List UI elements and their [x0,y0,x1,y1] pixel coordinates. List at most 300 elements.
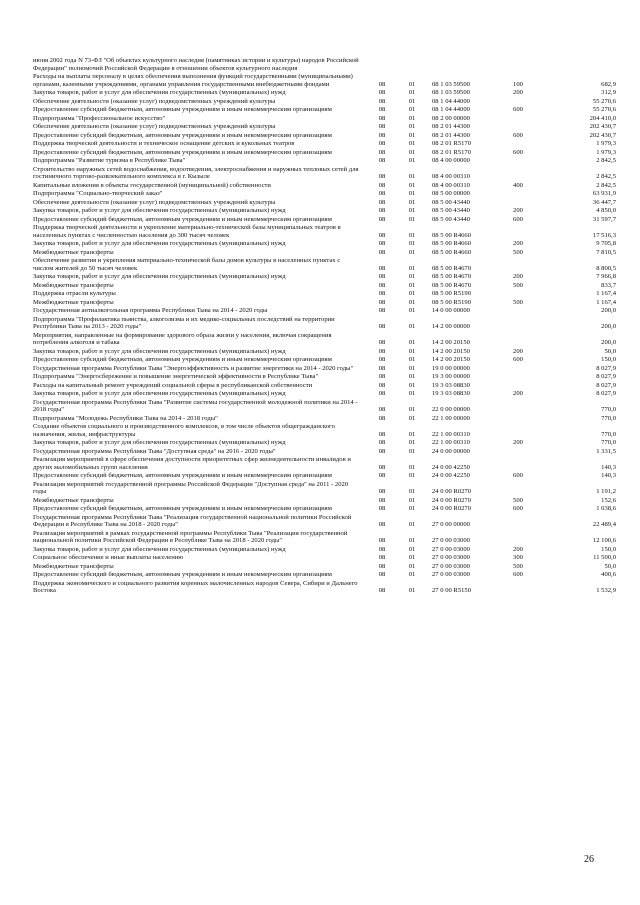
row-name: Предоставление субсидий бюджетным, автономным учреждениям и иным некоммерческим организациям [33,356,332,363]
table-row [33,106,618,115]
row-section-code: 08 [378,198,386,206]
row-amount: 7 966,8 [596,273,616,280]
table-row [33,456,618,472]
row-expense-type: 200 [513,240,523,247]
row-amount: 1 167,4 [596,290,616,297]
row-subsection-code: 01 [408,430,416,438]
table-row [33,514,618,530]
row-name: Государственная программа Республики Тыва "Реализация государственной национальной политики Российской Федерации в Республике Тыва на 2018 - 2020 годы" [33,513,352,528]
row-subsection-code: 01 [408,248,416,256]
row-expense-type [500,399,536,415]
row-target-article: 08 4 00 00000 [432,157,470,164]
table-row [33,415,618,424]
row-amount: 1 979,3 [596,140,616,147]
row-section-code: 08 [378,554,386,561]
row-target-article: 14 2 00 20150 [432,356,470,363]
row-subsection-code: 01 [408,215,416,223]
row-section-code: 08 [378,545,386,553]
row-target-article: 24 0 00 R0270 [432,496,472,504]
row-amount: 17 516,3 [592,231,616,239]
table-row [33,149,618,158]
row-subsection-code: 01 [408,339,416,346]
row-name: Обеспечение деятельности (оказание услуг) подведомственных учреждений культуры [33,97,276,105]
row-name: Реализация мероприятий государственной программы Российской Федерации "Доступная среда" на 2011 - 2020 годы [33,480,349,495]
row-name: Межбюджетные трансферты [33,248,114,256]
row-subsection-code: 01 [408,298,416,306]
row-subsection-code: 01 [408,131,416,139]
row-section-code: 08 [378,131,386,139]
table-row [33,332,618,348]
table-row [33,472,618,481]
row-section-code: 08 [378,281,386,289]
row-amount: 12 100,6 [592,537,616,544]
row-subsection-code: 01 [408,537,416,544]
table-row [33,580,618,596]
table-row [33,554,618,563]
row-subsection-code: 01 [408,106,416,113]
row-subsection-code: 01 [408,140,416,147]
row-subsection-code: 01 [408,114,416,122]
row-expense-type: 500 [513,298,523,306]
row-expense-type [500,365,536,374]
row-expense-type: 100 [513,80,523,88]
row-subsection-code [396,57,428,73]
row-target-article: 19 3 03 08830 [432,390,470,397]
row-amount: 150,0 [601,356,616,363]
row-amount: 1 532,9 [596,587,616,594]
page-number: 26 [584,854,594,865]
row-amount: 770,0 [601,414,616,422]
row-subsection-code: 01 [408,307,416,314]
row-name: Предоставление субсидий бюджетным, автономным учреждениям и иным некоммерческим организациям [33,106,332,113]
row-section-code: 08 [378,307,386,314]
table-row [33,390,618,399]
row-expense-type [500,423,536,439]
row-target-article: 08 5 00 R4660 [432,240,472,247]
row-subsection-code: 01 [408,447,416,455]
row-expense-type [500,481,536,497]
row-amount: 1 979,3 [596,148,616,156]
row-expense-type [500,373,536,382]
row-section-code: 08 [378,587,386,594]
row-expense-type: 200 [513,273,523,280]
row-target-article: 08 2 01 44300 [432,123,470,130]
row-subsection-code: 01 [408,240,416,247]
row-target-article: 24 0 00 42250 [432,472,470,479]
table-row [33,365,618,374]
row-section-code: 08 [378,537,386,544]
table-row [33,497,618,506]
row-name: Поддержка отрасли культуры [33,290,116,297]
row-expense-type [500,448,536,457]
row-name: Государственная антиалкогольная программа Республики Тыва на 2014 - 2020 годы [33,307,268,314]
row-amount: 63 931,9 [592,190,616,197]
row-subsection-code: 01 [408,264,416,272]
row-subsection-code: 01 [408,406,416,413]
table-row [33,290,618,299]
table-row [33,89,618,98]
row-section-code: 08 [378,231,386,239]
row-target-article: 08 5 00 R5190 [432,298,472,306]
row-subsection-code: 01 [408,439,416,446]
row-subsection-code: 01 [408,89,416,96]
row-target-article: 14 2 00 00000 [432,323,470,330]
row-subsection-code: 01 [408,356,416,363]
table-row [33,207,618,216]
row-target-article: 08 1 03 59500 [432,89,470,96]
row-target-article: 27 0 00 03000 [432,562,470,570]
row-subsection-code: 01 [408,190,416,197]
row-target-article: 08 5 00 R5190 [432,290,472,297]
row-target-article: 27 0 00 03000 [432,554,470,561]
table-row [33,98,618,107]
row-amount: 11 500,0 [593,554,616,561]
row-amount: 8 027,9 [596,364,616,372]
row-section-code: 08 [378,463,386,471]
row-name: Обеспечение развития и укрепления материально-технической базы домов культуры в населенных пунктах с числом жителей до 50 тысяч человек [33,257,341,272]
row-section-code: 08 [378,472,386,479]
row-subsection-code: 01 [408,123,416,130]
row-subsection-code: 01 [408,281,416,289]
row-name: Социальное обеспечение и иные выплаты населению [33,554,184,561]
row-section-code: 08 [378,140,386,147]
row-amount: 8 027,9 [596,381,616,389]
table-row [33,563,618,572]
row-amount: 2 842,5 [596,157,616,164]
table-row [33,448,618,457]
row-amount: 200,0 [601,307,616,314]
budget-table [33,57,618,596]
row-subsection-code: 01 [408,554,416,561]
row-name: Поддержка творческой деятельности и укрепление материально-технической базы муниципальных театров в населенных пунктах с численностью населения до 300 тысяч человек [33,224,341,239]
row-amount: 9 705,8 [596,240,616,247]
row-target-article: 27 0 00 03000 [432,545,470,553]
table-row [33,216,618,225]
row-target-article: 08 5 00 43440 [432,198,470,206]
table-row [33,348,618,357]
row-amount: 770,0 [601,430,616,438]
row-target-article: 27 0 00 03000 [432,537,470,544]
row-target-article: 08 5 00 00000 [432,190,470,197]
row-amount: 1 191,2 [596,488,616,495]
row-target-article: 19 3 03 08830 [432,381,470,389]
row-section-code: 08 [378,106,386,113]
row-expense-type: 600 [513,215,523,223]
row-name: Подпрограмма "Развитие туризма в Республике Тыва" [33,157,186,164]
row-expense-type [500,530,536,546]
row-expense-type: 200 [513,347,523,355]
row-subsection-code: 01 [408,472,416,479]
row-target-article: 08 1 04 44000 [432,97,470,105]
row-name: Предоставление субсидий бюджетным, автономным учреждениям и иным некоммерческим организациям [33,131,332,139]
row-target-article: 08 1 03 59500 [432,80,470,88]
row-section-code: 08 [378,406,386,413]
row-target-article: 27 0 00 R5150 [432,587,472,594]
table-row [33,530,618,546]
row-name: Предоставление субсидий бюджетным, автономным учреждениям и иным некоммерческим организациям [33,505,332,512]
row-amount: 50,0 [604,347,616,355]
table-row [33,257,618,273]
row-amount: 312,9 [601,89,616,96]
row-name: Обеспечение деятельности (оказание услуг) подведомственных учреждений культуры [33,123,276,130]
row-name: Закупка товаров, работ и услуг для обеспечения государственных (муниципальных) нужд [33,439,286,446]
table-row [33,373,618,382]
row-expense-type: 200 [513,390,523,397]
row-subsection-code: 01 [408,521,416,528]
row-amount: 202 430,7 [589,131,616,139]
table-row [33,382,618,391]
row-expense-type [500,290,536,299]
row-name: Поддержка экономического и социального развития коренных малочисленных народов Севера, Сибири и Дальнего Востока [33,579,358,594]
row-amount: 200,0 [601,339,616,346]
table-row [33,199,618,208]
row-target-article: 08 4 00 00310 [432,173,470,180]
row-subsection-code: 01 [408,173,416,180]
row-target-article: 08 2 00 00000 [432,114,470,122]
table-row [33,115,618,124]
row-target-article: 22 0 00 00000 [432,406,470,413]
row-amount: 202 430,7 [589,123,616,130]
row-section-code: 08 [378,505,386,512]
row-target-article: 22 1 00 00310 [432,430,470,438]
row-section-code: 08 [378,273,386,280]
row-section-code: 08 [378,488,386,495]
row-subsection-code: 01 [408,562,416,570]
row-amount: 2 842,5 [596,181,616,189]
row-section-code: 08 [378,97,386,105]
row-target-article: 19 0 00 00000 [432,364,470,372]
row-expense-type [500,140,536,149]
row-expense-type: 200 [513,207,523,214]
row-subsection-code: 01 [408,505,416,512]
row-name: Предоставление субсидий бюджетным, автономным учреждениям и иным некоммерческим организациям [33,472,332,479]
row-section-code: 08 [378,290,386,297]
row-expense-type: 600 [513,131,523,139]
row-section-code: 08 [378,264,386,272]
row-section-code: 08 [378,571,386,578]
row-name: Закупка товаров, работ и услуг для обеспечения государственных (муниципальных) нужд [33,240,286,247]
row-target-article: 08 1 04 44000 [432,106,470,113]
row-name: Подпрограмма "Социально-творческий заказ" [33,190,163,197]
row-name: Создание объектов социального и производственного комплексов, в том числе объектов общегражданского назначения, жилья, инфраструктуры [33,423,335,438]
row-section-code: 08 [378,190,386,197]
row-name: Поддержка творческой деятельности и техническое оснащение детских и кукольных театров [33,140,295,147]
row-target-article: 14 0 00 00000 [432,307,470,314]
row-expense-type: 200 [513,545,523,553]
row-section-code: 08 [378,496,386,504]
row-name: Предоставление субсидий бюджетным, автономным учреждениям и иным некоммерческим организациям [33,571,332,578]
row-subsection-code: 01 [408,157,416,164]
row-section-code: 08 [378,373,386,380]
row-section-code: 08 [378,157,386,164]
row-subsection-code: 01 [408,488,416,495]
row-expense-type [500,98,536,107]
row-section-code: 08 [378,123,386,130]
row-section-code: 08 [378,80,386,88]
table-row [33,182,618,191]
row-subsection-code: 01 [408,364,416,372]
row-subsection-code: 01 [408,587,416,594]
table-row [33,571,618,580]
table-row [33,439,618,448]
row-target-article: 22 1 00 00000 [432,414,470,422]
row-expense-type [500,115,536,124]
table-row [33,481,618,497]
row-amount: 204 410,0 [589,114,616,122]
table-row [33,546,618,555]
row-target-article: 24 0 00 42250 [432,463,470,471]
row-target-article: 22 1 00 00310 [432,439,470,446]
row-expense-type [500,307,536,316]
row-target-article: 27 0 00 00000 [432,521,470,528]
row-amount: 8 027,9 [596,373,616,380]
row-section-code: 08 [378,356,386,363]
row-expense-type [500,166,536,182]
row-subsection-code: 01 [408,414,416,422]
row-section-code: 08 [378,181,386,189]
row-subsection-code: 01 [408,80,416,88]
row-expense-type: 500 [513,496,523,504]
table-row [33,166,618,182]
row-expense-type [500,257,536,273]
row-amount: 152,6 [601,496,616,504]
row-name: Межбюджетные трансферты [33,496,114,504]
table-row [33,132,618,141]
table-row [33,57,618,73]
row-name: Государственная программа Республики Тыва "Доступная среда" на 2016 - 2020 годы" [33,447,276,455]
row-amount: 833,7 [601,281,616,289]
row-amount: 140,3 [601,472,616,479]
row-expense-type [500,224,536,240]
row-subsection-code: 01 [408,571,416,578]
row-target-article: 14 2 00 20150 [432,347,470,355]
row-subsection-code: 01 [408,290,416,297]
row-expense-type: 200 [513,89,523,96]
row-target-article: 24 0 00 R0270 [432,505,472,512]
table-row [33,399,618,415]
row-target-article: 08 5 00 R4670 [432,281,472,289]
row-section-code: 08 [378,114,386,122]
row-subsection-code: 01 [408,207,416,214]
row-expense-type: 200 [513,439,523,446]
row-section-code: 08 [378,240,386,247]
row-section-code: 08 [378,430,386,438]
row-section-code: 08 [378,298,386,306]
row-subsection-code: 01 [408,347,416,355]
row-expense-type: 600 [513,356,523,363]
row-amount: 55 270,6 [592,106,616,113]
row-amount: 140,3 [601,463,616,471]
row-amount: 55 270,6 [592,97,616,105]
row-name: Строительство наружных сетей водоснабжения, водоотведения, электроснабжения и наружных тепловых сетей для гостиничного торгово-развлекательного комплекса в г. Кызыле [33,165,359,180]
table-row [33,224,618,240]
row-expense-type [500,456,536,472]
row-amount: 50,0 [604,562,616,570]
row-target-article: 24 0 00 R0270 [432,488,472,495]
row-expense-type [500,57,536,73]
row-expense-type: 500 [513,281,523,289]
row-amount: 770,0 [601,439,616,446]
row-target-article: 08 5 00 R4660 [432,248,472,256]
row-target-article: 24 0 00 00000 [432,447,470,455]
table-row [33,307,618,316]
row-subsection-code: 01 [408,198,416,206]
row-name: Расходы на выплаты персоналу в целях обеспечения выполнения функций государственными (муниципальными) органами, казенными учреждениями, органами управления государственными внебюджетными фондами [33,73,353,88]
table-row [33,299,618,308]
row-amount: 682,9 [601,80,616,88]
row-name: Закупка товаров, работ и услуг для обеспечения государственных (муниципальных) нужд [33,347,286,355]
row-name: Государственная программа Республики Тыва "Энергоэффективность и развитие энергетики на 2014 - 2020 годы" [33,364,354,372]
row-target-article: 08 5 00 43440 [432,207,470,214]
table-row [33,157,618,166]
row-target-article [428,57,500,73]
row-name: Межбюджетные трансферты [33,562,114,570]
row-section-code: 08 [378,562,386,570]
row-section-code: 08 [378,323,386,330]
row-name: Межбюджетные трансферты [33,298,114,306]
row-name: Подпрограмма "Энергосбережение и повышение энергетической эффективности в Республике Тыва" [33,373,319,380]
row-name: Предоставление субсидий бюджетным, автономным учреждениям и иным некоммерческим организациям [33,215,332,223]
row-section-code: 08 [378,414,386,422]
row-target-article: 08 5 00 R4670 [432,273,472,280]
row-expense-type [500,123,536,132]
row-expense-type: 600 [513,472,523,479]
row-name: Закупка товаров, работ и услуг для обеспечения государственных (муниципальных) нужд [33,390,286,397]
row-subsection-code: 01 [408,373,416,380]
row-expense-type [500,415,536,424]
row-name: Закупка товаров, работ и услуг для обеспечения государственных (муниципальных) нужд [33,273,286,280]
row-section-code: 08 [378,173,386,180]
row-subsection-code: 01 [408,381,416,389]
row-subsection-code: 01 [408,463,416,471]
row-amount: 22 489,4 [592,521,616,528]
row-subsection-code: 01 [408,231,416,239]
table-row [33,249,618,258]
row-expense-type [500,199,536,208]
row-expense-type [500,382,536,391]
row-expense-type: 600 [513,106,523,113]
table-row [33,316,618,332]
row-target-article: 27 0 00 03000 [432,571,470,578]
row-name: Подпрограмма "Профилактика пьянства, алкоголизма и их медико-социальных последствий на территории Республики Тыва на 2013 - 2020 годы" [33,315,335,330]
row-subsection-code: 01 [408,390,416,397]
row-expense-type: 600 [513,148,523,156]
row-subsection-code: 01 [408,496,416,504]
row-expense-type [500,580,536,596]
row-name: Капитальные вложения в объекты государственной (муниципальной) собственности [33,181,271,189]
row-target-article: 08 5 00 R4660 [432,231,472,239]
row-expense-type [500,190,536,199]
row-subsection-code: 01 [408,148,416,156]
table-body [33,57,618,596]
table-row [33,356,618,365]
row-name: Реализация мероприятий в сфере обеспечения доступности приоритетных сфер жизнедеятельности инвалидов и других маломобильных групп населения [33,456,351,471]
row-section-code: 08 [378,381,386,389]
row-section-code: 08 [378,447,386,455]
row-target-article: 08 5 00 R4670 [432,264,472,272]
row-target-article: 08 2 01 44300 [432,131,470,139]
table-row [33,282,618,291]
row-target-article: 08 5 00 43440 [432,215,470,223]
row-amount: 1 038,6 [596,505,616,512]
row-subsection-code: 01 [408,273,416,280]
table-row [33,190,618,199]
row-expense-type: 600 [513,571,523,578]
row-target-article: 19 3 00 00000 [432,373,470,380]
row-section-code [368,57,396,73]
row-section-code: 08 [378,390,386,397]
row-section-code: 08 [378,339,386,346]
